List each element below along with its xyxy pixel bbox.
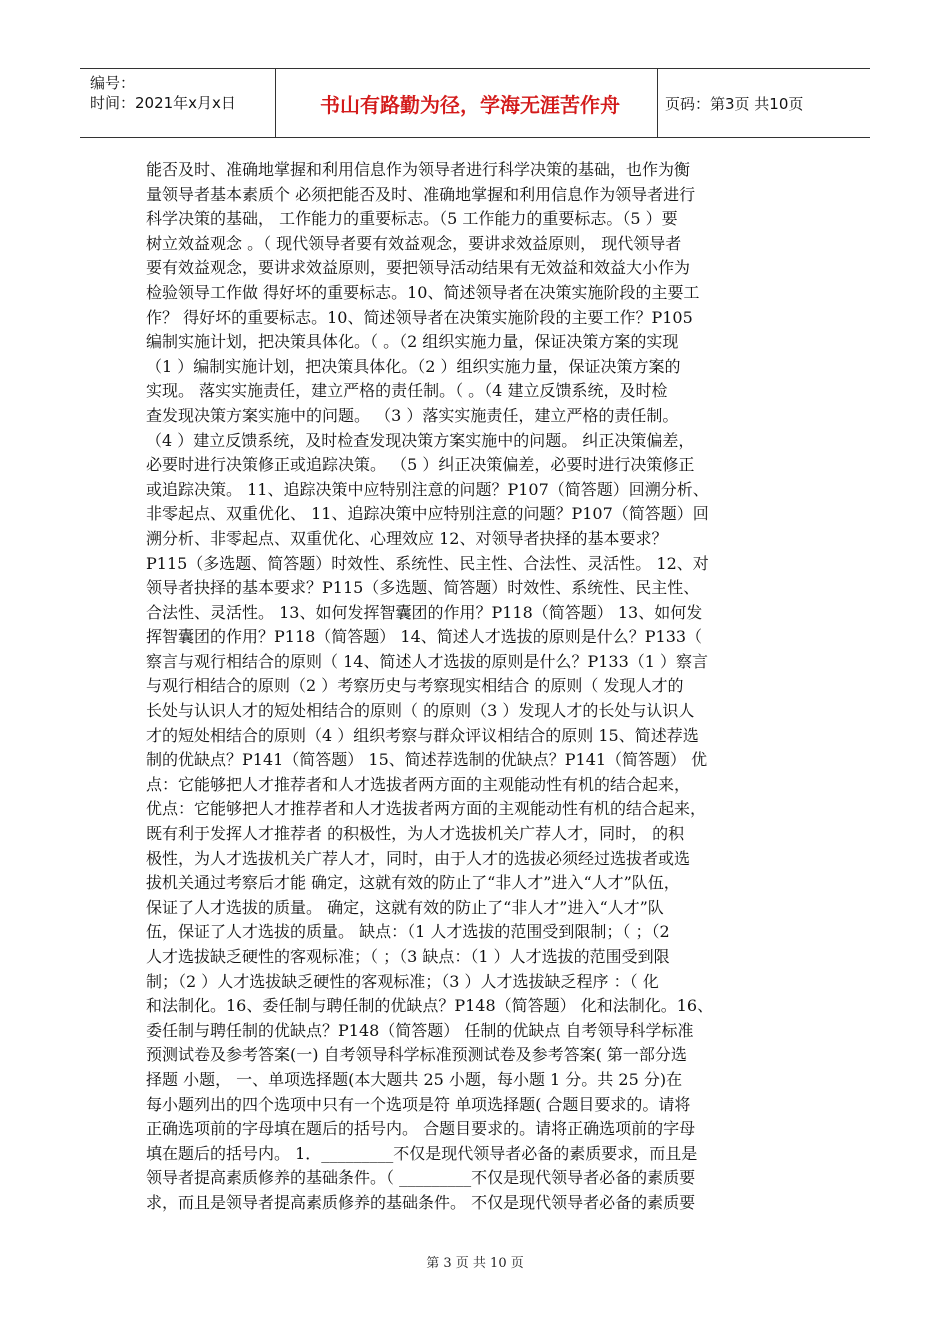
body-line: （4 ）建立反馈系统，及时检查发现决策方案实施中的问题。 纠正决策偏差， <box>146 430 695 450</box>
body-line: 作？ 得好坏的重要标志。10、简述领导者在决策实施阶段的主要工作？P105 <box>146 307 693 327</box>
body-line: 科学决策的基础， 工作能力的重要标志。（5 工作能力的重要标志。（5 ）要 <box>146 209 678 229</box>
body-line: 溯分析、非零起点、双重优化、心理效应 12、对领导者抉择的基本要求？ <box>146 528 668 548</box>
document-body <box>146 158 814 1216</box>
page-footer: 第 3 页 共 10 页 <box>426 1256 524 1271</box>
body-line: 检验领导工作做 得好坏的重要标志。10、简述领导者在决策实施阶段的主要工 <box>146 282 700 302</box>
body-line: 点：它能够把人才推荐者和人才选拔者两方面的主观能动性有机的结合起来， <box>146 774 691 794</box>
body-line: 委任制与聘任制的优缺点？P148（简答题） 任制的优缺点 自考领导科学标准 <box>146 1020 694 1040</box>
document-time-label: 时间：2021年x月x日 <box>90 94 236 112</box>
body-line: 极性，为人才选拔机关广荐人才，同时，由于人才的选拔必须经过选拔者或选 <box>146 848 691 868</box>
body-line: 合法性、灵活性。 13、如何发挥智囊团的作用？P118（简答题） 13、如何发 <box>146 602 703 622</box>
body-line: 树立效益观念 。（ 现代领导者要有效益观念，要讲求效益原则， 现代领导者 <box>146 233 682 253</box>
body-line: 必要时进行决策修正或追踪决策。 （5 ）纠正决策偏差，必要时进行决策修正 <box>146 455 695 475</box>
body-line: 实现。 落实实施责任，建立严格的责任制。（ 。（4 建立反馈系统，及时检 <box>146 381 668 401</box>
page-header <box>80 68 870 138</box>
body-line: 择题 小题， 一、单项选择题(本大题共 25 小题，每小题 1 分。共 25 分)在 <box>146 1069 683 1089</box>
header-divider-left <box>275 69 276 137</box>
header-motto: 书山有路勤为径，学海无涯苦作舟 <box>320 92 620 117</box>
body-line: 编制实施计划，把决策具体化。（ 。（2 组织实施力量，保证决策方案的实现 <box>146 332 679 352</box>
body-line: 填在题后的括号内。 1．_________不仅是现代领导者必备的素质要求，而且是 <box>146 1143 698 1163</box>
body-line: 非零起点、双重优化、 11、追踪决策中应特别注意的问题？P107（简答题）回 <box>146 504 709 524</box>
body-line: 领导者抉择的基本要求？P115（多选题、简答题）时效性、系统性、民主性、 <box>146 578 700 598</box>
body-line: 量领导者基本素质个 必须把能否及时、准确地掌握和利用信息作为领导者进行 <box>146 184 696 204</box>
body-line: 人才选拔缺乏硬性的客观标准；（ ；（3 缺点：（1 ）人才选拔的范围受到限 <box>146 947 670 966</box>
body-line: 和法制化。16、委任制与聘任制的优缺点？P148（简答题） 化和法制化。16、 <box>146 996 714 1016</box>
body-line: 预测试卷及参考答案(一) 自考领导科学标准预测试卷及参考答案( 第一部分选 <box>146 1045 687 1065</box>
header-meta <box>90 73 236 113</box>
body-line: 才的短处相结合的原则（4 ）组织考察与群众评议相结合的原则 15、简述荐选 <box>146 725 699 745</box>
body-line: 查发现决策方案实施中的问题。 （3 ）落实实施责任，建立严格的责任制。 <box>146 405 679 425</box>
body-line: 与观行相结合的原则（2 ）考察历史与考察现实相结合 的原则（ 发现人才的 <box>146 676 684 696</box>
body-line: 既有利于发挥人才推荐者 的积极性，为人才选拔机关广荐人才，同时， 的积 <box>146 824 685 844</box>
body-line: 挥智囊团的作用？P118（简答题） 14、简述人才选拔的原则是什么？P133（ <box>146 627 703 647</box>
body-line: 制的优缺点？P141（简答题） 15、简述荐选制的优缺点？P141（简答题） 优 <box>146 750 708 770</box>
body-line: 察言与观行相结合的原则（ 14、简述人才选拔的原则是什么？P133（1 ）察言 <box>146 651 709 671</box>
body-line: 长处与认识人才的短处相结合的原则（ 的原则（3 ）发现人才的长处与认识人 <box>146 701 695 721</box>
body-line: 能否及时、准确地掌握和利用信息作为领导者进行科学决策的基础，也作为衡 <box>146 160 691 179</box>
body-line: 优点：它能够把人才推荐者和人才选拔者两方面的主观能动性有机的结合起来， <box>146 799 707 819</box>
body-line: 制；（2 ）人才选拔缺乏硬性的客观标准；（3 ）人才选拔缺乏程序 ：（ 化 <box>146 971 659 991</box>
body-line: 伍，保证了人才选拔的质量。 缺点：（1 人才选拔的范围受到限制；（ ；（2 <box>146 922 670 942</box>
body-line: 求，而且是领导者提高素质修养的基础条件。 不仅是现代领导者必备的素质要 <box>146 1192 696 1212</box>
body-line: 或追踪决策。 11、追踪决策中应特别注意的问题？P107（简答题）回溯分析、 <box>146 479 709 499</box>
body-line: 正确选项前的字母填在题后的括号内。 合题目要求的。请将正确选项前的字母 <box>146 1119 696 1139</box>
header-page-info: 页码：第3页 共10页 <box>665 94 804 113</box>
body-line: 每小题列出的四个选项中只有一个选项是符 单项选择题( 合题目要求的。请将 <box>146 1094 691 1114</box>
body-line: 要有效益观念，要讲求效益原则，要把领导活动结果有无效益和效益大小作为 <box>146 258 691 278</box>
body-line: （1 ）编制实施计划，把决策具体化。（2 ）组织实施力量，保证决策方案的 <box>146 356 681 376</box>
body-line: 保证了人才选拔的质量。 确定，这就有效的防止了“非人才”进入“人才”队 <box>146 897 664 917</box>
body-line: 领导者提高素质修养的基础条件。（ _________不仅是现代领导者必备的素质要 <box>146 1168 696 1188</box>
header-divider-right <box>657 69 658 137</box>
body-line: 拔机关通过考察后才能 确定，这就有效的防止了“非人才”进入“人才”队伍， <box>146 873 680 893</box>
body-line: P115（多选题、简答题）时效性、系统性、民主性、合法性、灵活性。 12、对 <box>146 553 709 573</box>
document-number-label: 编号： <box>90 74 136 92</box>
